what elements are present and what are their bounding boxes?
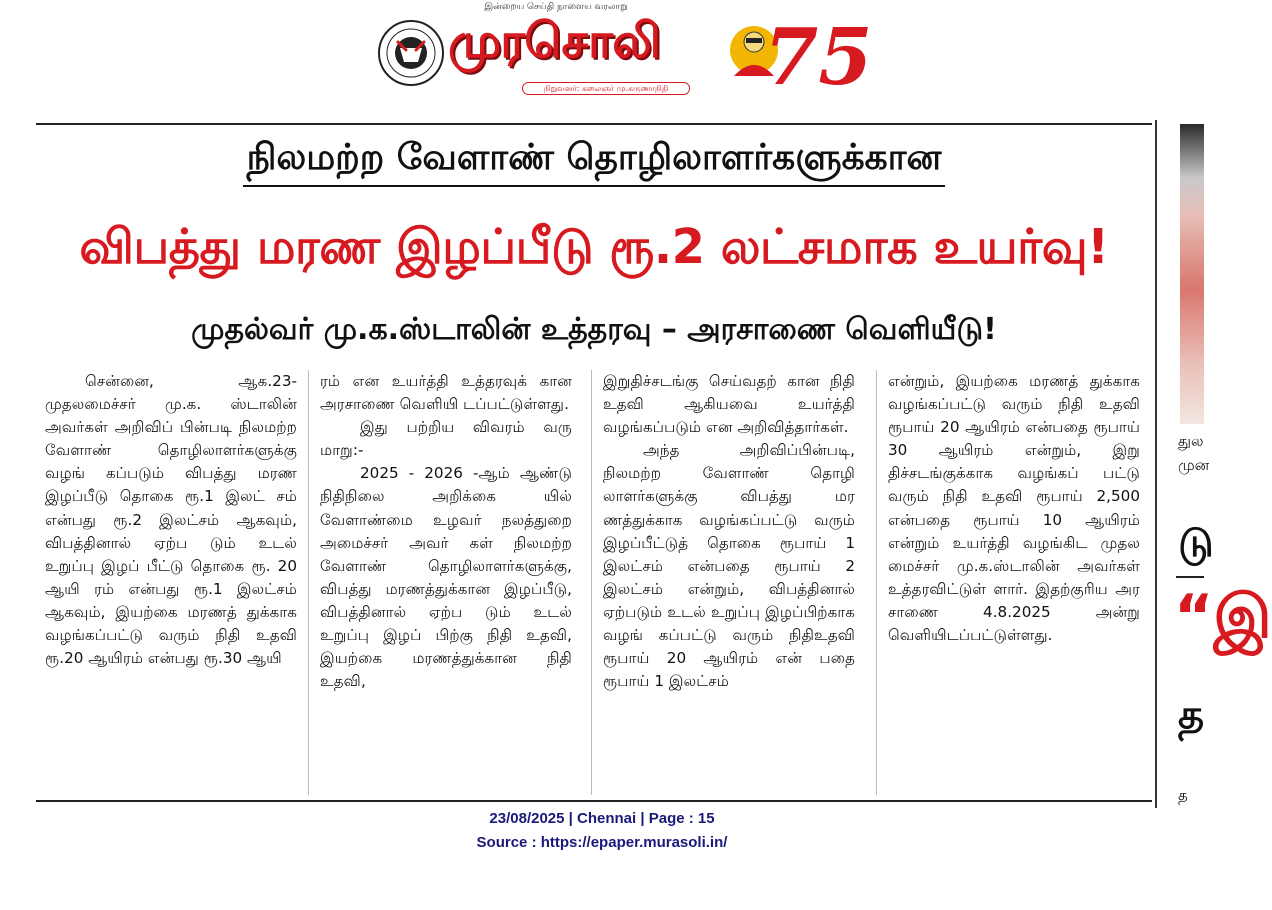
column-paragraph: இது பற்றிய விவரம் வரு மாறு:- (320, 418, 572, 460)
adjacent-text-fragment: த (1178, 786, 1188, 804)
masthead (376, 0, 873, 103)
article-right-rule (1155, 120, 1157, 808)
column-paragraph: 2025 - 2026 -ஆம் ஆண்டு நிதிநிலை அறிக்கை யில் வேளாண்மை உழவர் நலத்துறை அமைச்சர் அவர் கள் நிலமற்ற வேளாண் தொழிலாளர்களுக்கு, விபத்து மரணத்துக்கான இழப்பீடு, விபத்தினால் ஏற்ப டும் உடல் உறுப்பு இழப் பிற்கு நிதி உதவி, இயற்கை மரணத்துக்கான நிதி உதவி, (320, 464, 572, 691)
article-headline: விபத்து மரண இழப்பீடு ரூ.2 லட்சமாக உயர்வு! (79, 219, 1109, 275)
column-paragraph: என்றும், இயற்கை மரணத் துக்காக வழங்கப்பட்டு வரும் நிதி உதவி ரூபாய் 20 ஆயிரம் என்பதை ரூபாய் 30 ஆயிரம் என்றும், இறு திச்சடங்குக்காக வழங்கப் பட்டு வரும் நிதி உதவி ரூபாய் 2,500 என்பதை ரூபாய் 10 ஆயிரம் என்றும் உயர்த்தி வழங்கிட முதல மைச்சர் மு.க.ஸ்டாலின் அவர்கள் உத்தரவிட்டுள் ளார். இதற்குரிய அர சாணை 4.8.2025 அன்று வெளியிடப்பட்டுள்ளது. (888, 372, 1140, 645)
article-column-4 (888, 370, 1140, 795)
footer-source-line: Source : https://epaper.murasoli.in/ (476, 834, 728, 851)
masthead-founder-line: நிறுவனர்: கலைஞர் மு.கருணாநிதி (522, 82, 690, 95)
adjacent-heading-fragment: த (1178, 692, 1205, 738)
adjacent-text-fragment: முன (1178, 456, 1210, 474)
column-paragraph: இறுதிச்சடங்கு செய்வதற் கான நிதி உதவி ஆகியவை உயர்த்தி வழங்கப்படும் என அறிவித்தார்கள். (603, 372, 855, 437)
adjacent-heading-fragment: டு (1178, 520, 1214, 566)
article-bottom-rule (36, 800, 1152, 802)
article-top-rule (36, 123, 1152, 125)
masthead-brand: முரசொலி (448, 13, 660, 69)
masthead-tagline: இன்றைய செய்தி நாளைய வரலாறு (484, 2, 628, 12)
article-subhead: முதல்வர் மு.க.ஸ்டாலின் உத்தரவு – அரசாணை வெளியீடு! (191, 312, 997, 347)
article-kicker-text: நிலமற்ற வேளாண் தொழிலாளர்களுக்கான (243, 131, 946, 187)
anniversary-number: 75 (764, 12, 873, 103)
column-paragraph: அந்த அறிவிப்பின்படி, நிலமற்ற வேளாண் தொழி லாளர்களுக்கு விபத்து மர ணத்துக்காக வழங்கப்பட்டு வரும் இழப்பீட்டுத் தொகை ரூபாய் 1 இலட்சம் என்பதை ரூபாய் 2 இலட்சம் என்றும், விபத்தினால் ஏற்படும் உடல் உறுப்பு இழப்பிற்காக வழங் கப்பட்டு வரும் நிதிஉதவி ரூபாய் 20 ஆயிரம் என் பதை ரூபாய் 1 இலட்சம் (603, 441, 855, 691)
column-divider (876, 370, 877, 795)
adjacent-photo (1180, 124, 1204, 424)
article-kicker (36, 131, 1152, 187)
article-column-3 (603, 370, 855, 795)
article-column-1 (45, 370, 297, 795)
drum-seal-icon (376, 18, 446, 88)
article-column-2 (320, 370, 572, 795)
adjacent-rule (1176, 576, 1204, 578)
adjacent-quote-fragment: “இ (1174, 582, 1272, 652)
column-paragraph: ரம் என உயர்த்தி உத்தரவுக் கான அரசாணை வெளியி டப்பட்டுள்ளது. (320, 372, 572, 414)
column-paragraph: சென்னை, ஆக.23- முதலமைச்சர் மு.க. ஸ்டாலின் அவர்கள் அறிவிப் பின்படி நிலமற்ற வேளாண் தொழிலாளர்களுக்கு வழங் கப்படும் விபத்து மரண இழப்பீடு தொகை ரூ.1 இலட் சம் என்பது ரூ.2 இலட்சம் ஆகவும், விபத்தினால் ஏற்ப டும் உடல் உறுப்பு இழப் பீட்டு தொகை ரூ. 20 ஆயி ரம் என்பது ரூ.1 இலட்சம் ஆகவும், இயற்கை மரணத் துக்காக வழங்கப்பட்டு வரும் நிதி உதவி ரூ.20 ஆயிரம் என்பது ரூ.30 ஆயி (45, 372, 297, 668)
founder-portrait-icon (726, 4, 873, 103)
column-divider (591, 370, 592, 795)
adjacent-text-fragment: துல (1178, 432, 1204, 450)
adjacent-article-strip (1160, 120, 1272, 820)
footer-date-line: 23/08/2025 | Chennai | Page : 15 (489, 810, 715, 827)
column-divider (308, 370, 309, 795)
